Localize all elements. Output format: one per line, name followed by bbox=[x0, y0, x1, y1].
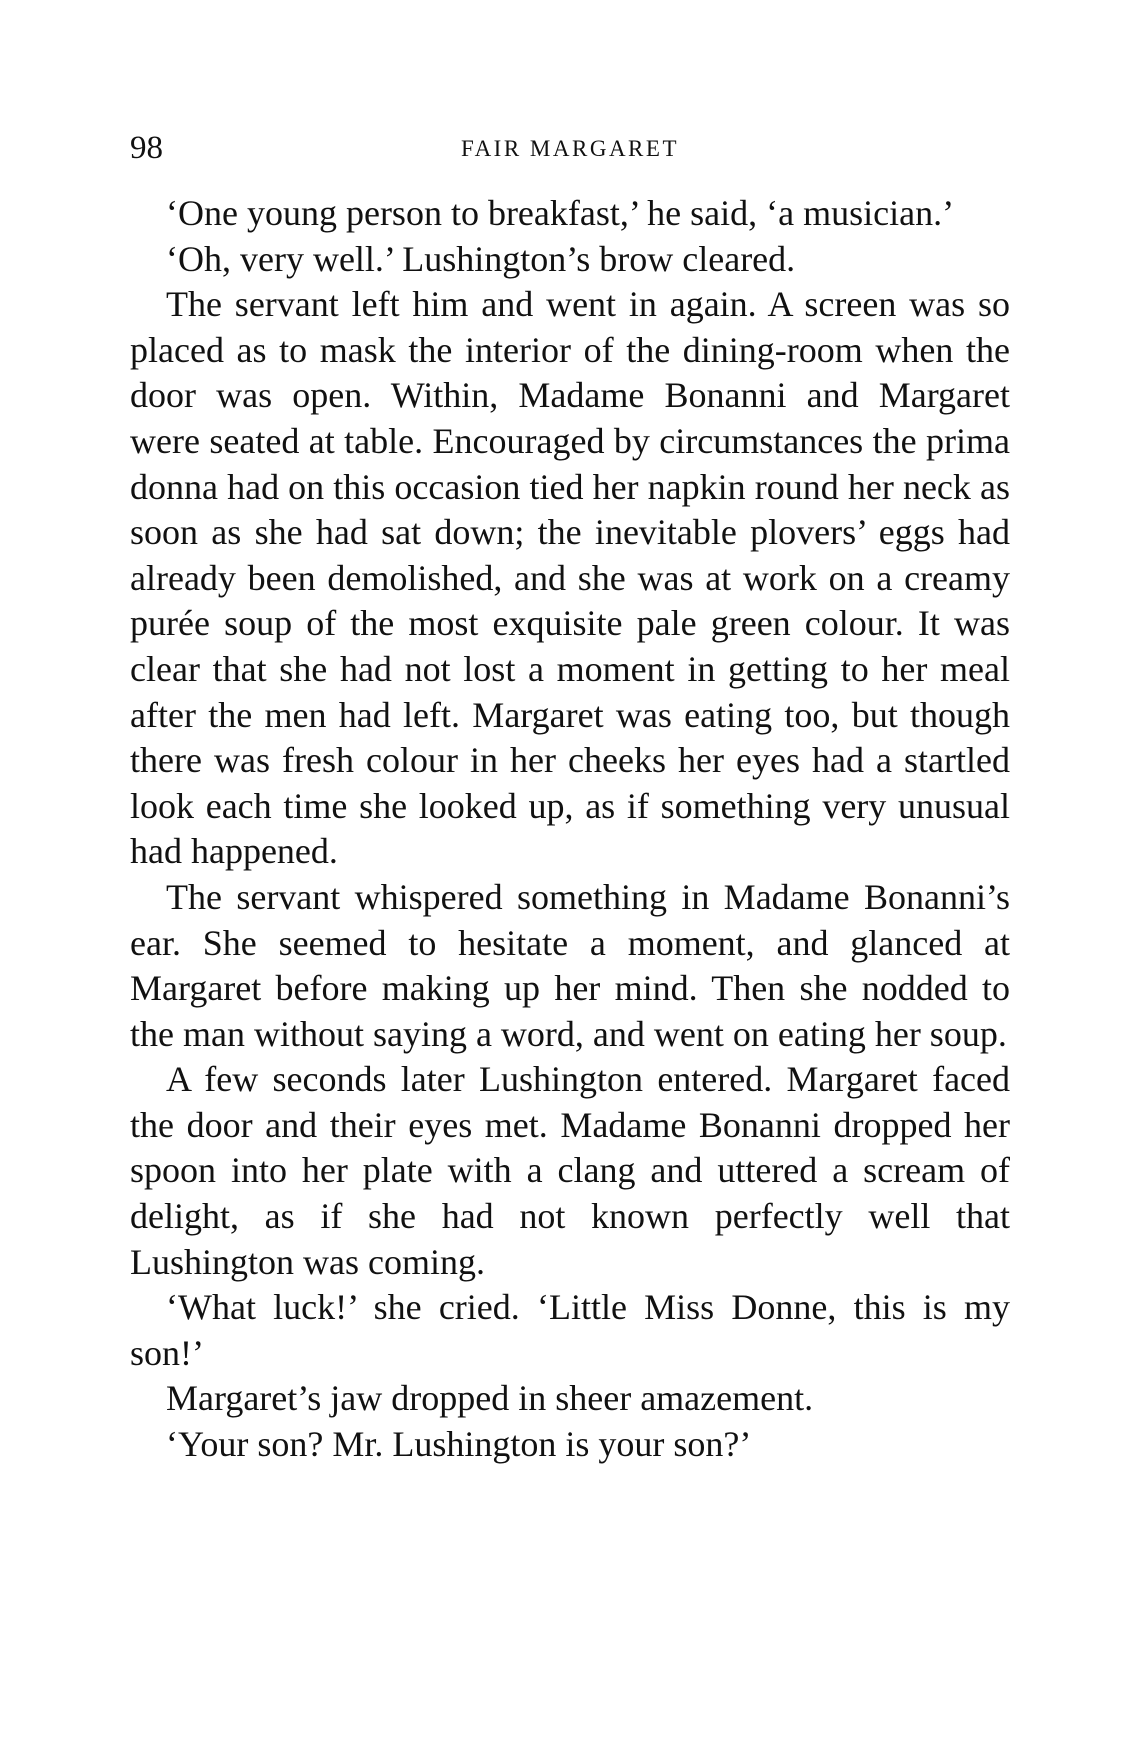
page-number: 98 bbox=[130, 130, 163, 166]
paragraph: ‘One young person to breakfast,’ he said, ‘a musician.’ bbox=[166, 193, 955, 233]
paragraph: ‘What luck!’ she cried. ‘Little Miss Donne, this is my son!’ bbox=[130, 1287, 1010, 1373]
paragraph: The servant left him and went in again. A screen was so placed as to mask the interior of the dining-room when the door was open. Within, Madame Bonanni and Margaret were seated at table. Encouraged by circumstances the prima donna had on this occasion tied her napkin round her neck as soon as she had sat down; the inevitable plovers’ eggs had already been demolished, and she was at work on a creamy purée soup of the most exquisite pale green colour. It was clear that she had not lost a moment in getting to her meal after the men had left. Margaret was eating too, but though there was fresh colour in her cheeks her eyes had a startled look each time she looked up, as if something very unusual had happened. bbox=[130, 284, 1010, 872]
paragraph: ‘Your son? Mr. Lushington is your son?’ bbox=[166, 1424, 752, 1465]
paragraph: ‘Oh, very well.’ Lushington’s brow cleared. bbox=[166, 238, 796, 279]
paragraph: A few seconds later Lushington entered. Margaret faced the door and their eyes met. Madame Bonanni dropped her spoon into her plate with a clang and uttered a scream of delight, as if she had not known perfectly well that Lushington was coming. bbox=[130, 1059, 1010, 1282]
page-header bbox=[130, 120, 1010, 170]
paragraph: Margaret’s jaw dropped in sheer amazement. bbox=[166, 1378, 814, 1419]
paragraph: The servant whispered something in Madame Bonanni’s ear. She seemed to hesitate a moment, and glanced at Margaret before making up her mind. Then she nodded to the man without saying a word, and went on eating her soup. bbox=[130, 876, 1010, 1054]
book-page bbox=[130, 120, 1010, 1468]
body-text bbox=[130, 191, 1010, 1468]
running-title: FAIR MARGARET bbox=[460, 136, 679, 161]
